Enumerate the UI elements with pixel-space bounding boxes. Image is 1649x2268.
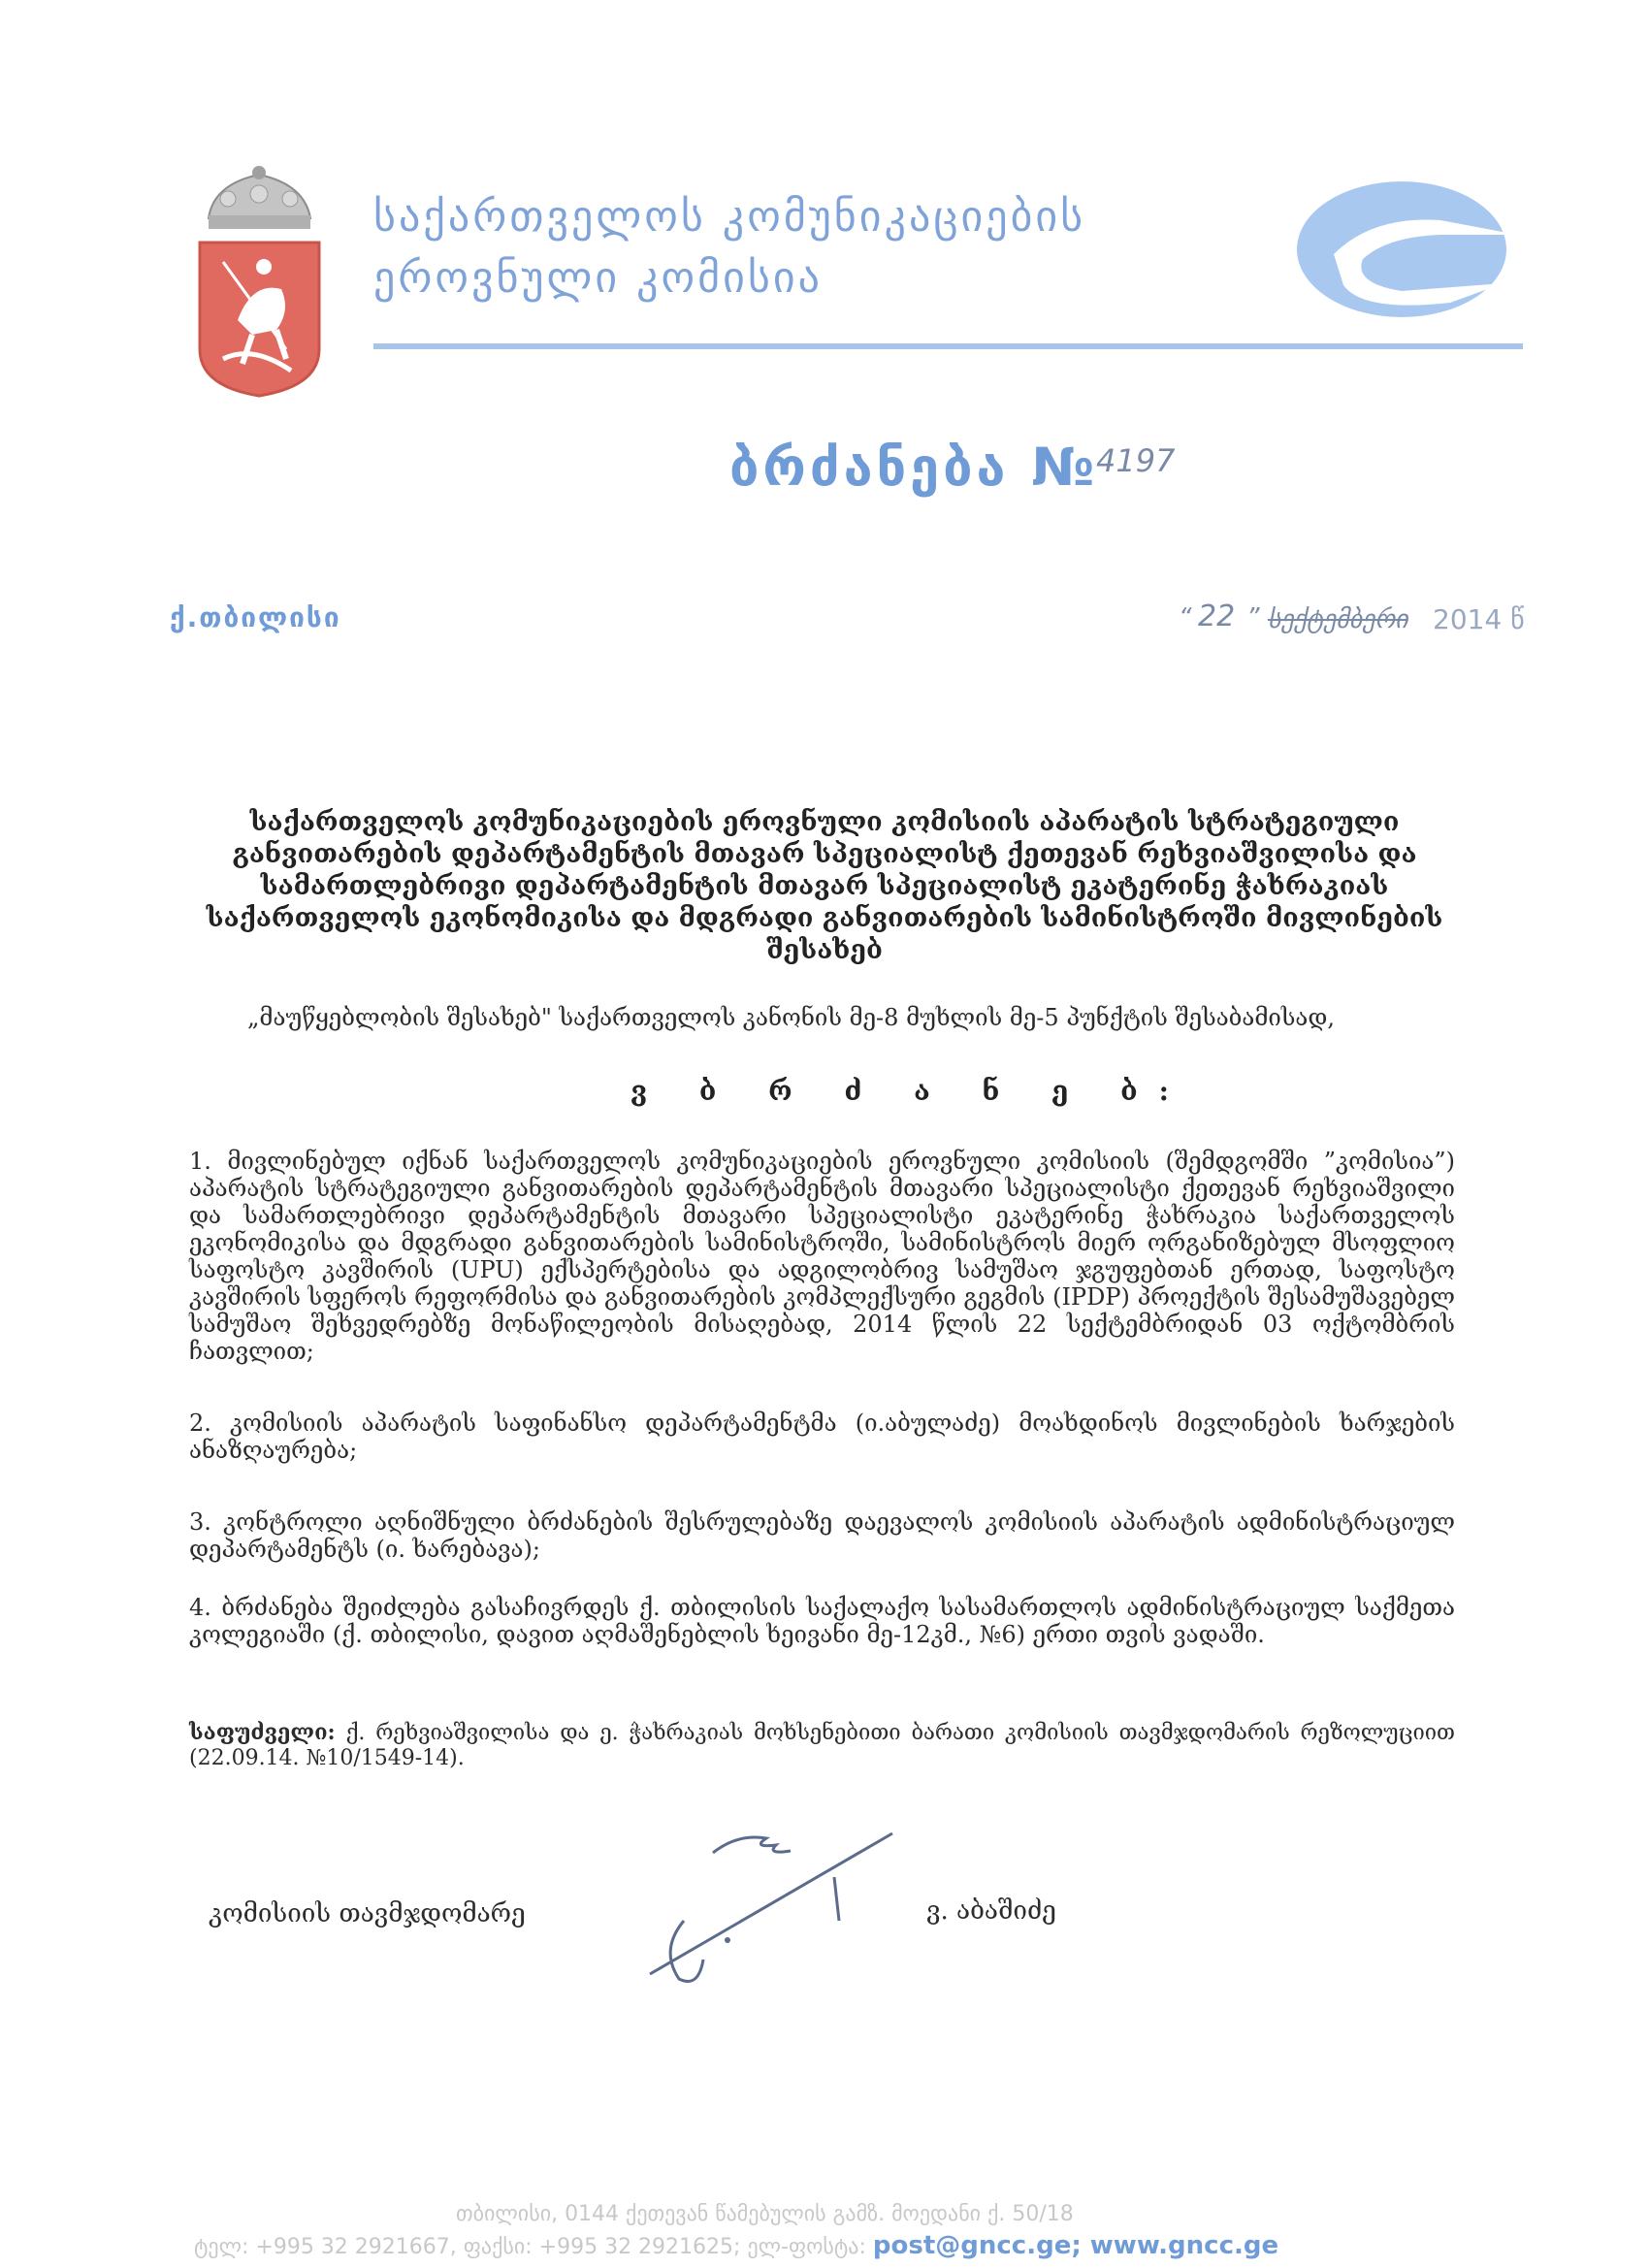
footer-email-link[interactable]: post@gncc.ge;	[872, 2231, 1082, 2260]
subject-line-3: სამართლებრივი დეპარტამენტის მთავარ სპეციალისტ ეკატერინე ჭახრაკიას	[260, 871, 1389, 901]
header-divider	[373, 343, 1523, 349]
order-title: ბრძანება №	[729, 437, 1099, 498]
order-number: 4197	[1096, 442, 1176, 479]
organization-name-line1: საქართველოს კომუნიკაციების	[373, 192, 1086, 242]
signatory-name: ვ. აბაშიძე	[926, 1896, 1056, 1926]
date-month: სექტემბერი	[1268, 605, 1408, 634]
subject-line-1: საქართველოს კომუნიკაციების ეროვნული კომისიის აპარატის სტრატეგიული	[249, 807, 1400, 837]
subject-line-2: განვითარების დეპარტამენტის მთავარ სპეციალისტ ქეთევან რეხვიაშვილისა და	[232, 839, 1417, 869]
footer-contacts	[194, 2231, 1533, 2260]
footer-address: თბილისი, 0144 ქეთევან წამებულის გამზ. მოედანი ქ. 50/18	[456, 2202, 1074, 2226]
date-line: “ 22 ” სექტემბერი 2014 წ	[1179, 599, 1525, 635]
basis-paragraph	[189, 1720, 1455, 1771]
subject-line-4: საქართველოს ეკონომიკისა და მდგრადი განვითარების სამინისტროში მივლინების	[206, 903, 1443, 933]
order-item-1: 1. მივლინებულ იქნან საქართველოს კომუნიკაციების ეროვნული კომისიის (შემდგომში ”კომისია”) აპარატის სტრატეგიული განვითარების დეპარტამენტის მთავარი სპეციალისტი ქეთევან რეხვიაშვილი და სამართლებრივი დეპარტამენტის მთავარი სპეციალისტი ეკატერინე ჭახრაკია საქართველოს ეკონომიკისა და მდგრადი განვითარების სამინისტროში, სამინისტროს მიერ ორგანიზებულ მსოფლიო საფოსტო კავშირის (UPU) ექსპერტებისა და ადგილობრივ სამუშაო ჯგუფებთან ერთად, საფოსტო კავშირის სფეროს რეფორმისა და განვითარების კომპლექსური გეგმის (IPDP) პროექტის შესამუშავებელ სამუშაო შეხვედრებზე მონაწილეობის მისაღებად, 2014 წლის 22 სექტემბრიდან 03 ოქტომბრის ჩათვლით;	[189, 1148, 1455, 1365]
basis-text: ქ. რეხვიაშვილისა და ე. ჭახრაკიას მოხსენებითი ბარათი კომისიის თავმჯდომარის რეზოლუციით (22.09.14. №10/1549-14).	[189, 1721, 1455, 1770]
decree-heading: ვ ბ რ ძ ა ნ ე ბ:	[630, 1075, 1190, 1107]
coat-of-arms-emblem	[194, 165, 325, 398]
basis-label: საფუძველი:	[189, 1720, 336, 1745]
order-item-2: 2. კომისიის აპარატის საფინანსო დეპარტამენტმა (ი.აბულაძე) მოახდინოს მივლინების ხარჯების ანაზღაურება;	[189, 1409, 1455, 1464]
footer-website-link[interactable]: www.gncc.ge	[1081, 2231, 1279, 2260]
date-year: 2014 წ	[1433, 603, 1525, 635]
signatory-title: კომისიის თავმჯდომარე	[209, 1899, 526, 1928]
subject-line-5: შესახებ	[766, 935, 883, 965]
date-day: 22	[1198, 599, 1236, 633]
order-item-3: 3. კონტროლი აღნიშნული ბრძანების შესრულებაზე დაევალოს კომისიის აპარატის ადმინისტრაციულ დეპარტამენტს (ი. ხარებავა);	[189, 1508, 1455, 1563]
legal-basis-line: „მაუწყებლობის შესახებ" საქართველოს კანონის მე-8 მუხლის მე-5 პუნქტის შესაბამისად,	[247, 1004, 1336, 1031]
gncc-logo	[1295, 177, 1523, 322]
footer-phone: ტელ: +995 32 2921667, ფაქსი: +995 32 2921625; ელ-ფოსტა:	[194, 2235, 873, 2259]
city-label: ქ.თბილისი	[170, 601, 341, 633]
handwritten-signature	[621, 1795, 902, 1989]
order-item-4: 4. ბრძანება შეიძლება გასაჩივრდეს ქ. თბილისის საქალაქო სასამართლოს ადმინისტრაციულ საქმეთა კოლეგიაში (ქ. თბილისი, დავით აღმაშენებლის ხეივანი მე-12კმ., №6) ერთი თვის ვადაში.	[189, 1594, 1455, 1648]
organization-name-line2: ეროვნული კომისია	[373, 253, 823, 303]
